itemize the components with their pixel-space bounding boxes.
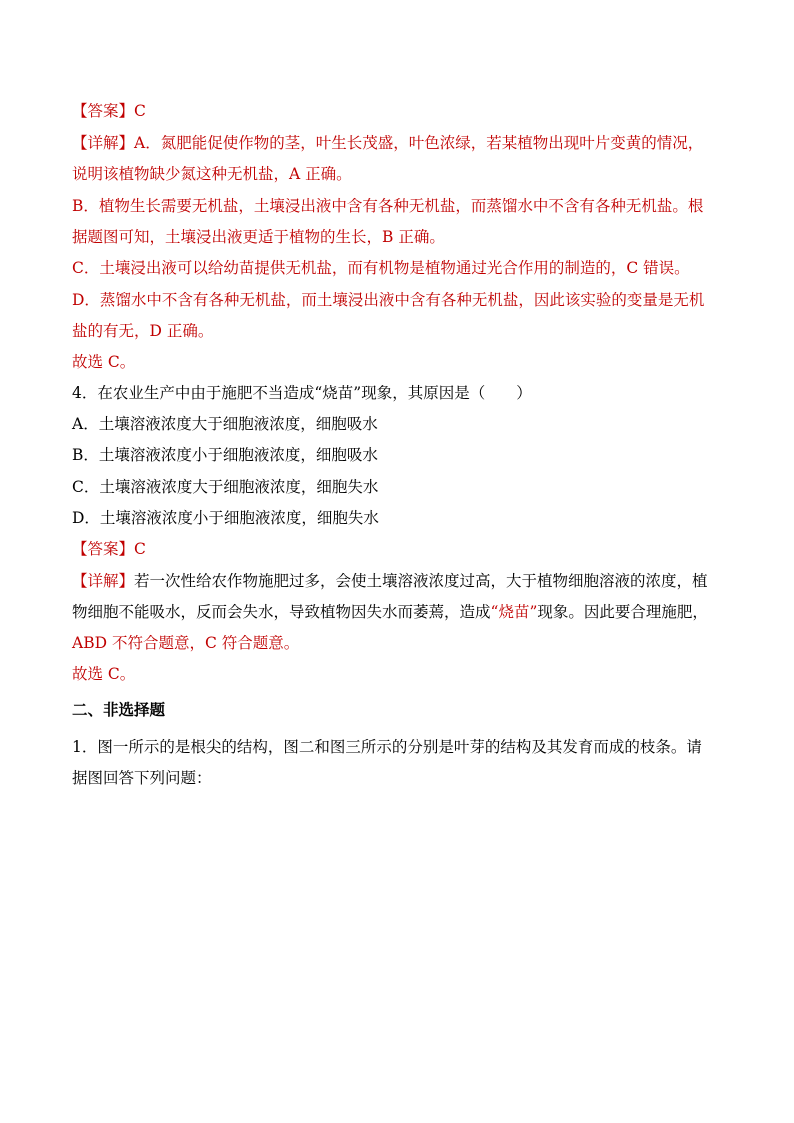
q3-conclusion: 故选 C。 (72, 353, 136, 371)
s2-q1-line1: 1．图一所示的是根尖的结构，图二和图三所示的分别是叶芽的结构及其发育而成的枝条。请 (72, 738, 702, 756)
q4-detail-highlight: “烧苗” (490, 603, 538, 621)
q3-detail-c-line1: C．土壤浸出液可以给幼苗提供无机盐，而有机物是植物通过光合作用的制造的，C 错误。 (72, 259, 690, 277)
q3-detail-label: 【详解】 (72, 134, 135, 152)
q3-detail-d-line2: 盐的有无，D 正确。 (72, 322, 214, 340)
q3-detail-b-line2: 据题图可知，土壤浸出液更适于植物的生长，B 正确。 (72, 228, 445, 246)
q4-detail-line3: ABD 不符合题意，C 符合题意。 (72, 634, 300, 652)
q4-option-b: B．土壤溶液浓度小于细胞液浓度，细胞吸水 (72, 446, 378, 464)
q4-option-c: C．土壤溶液浓度大于细胞液浓度，细胞失水 (72, 478, 379, 496)
q4-detail-text2b: 现象。因此要合理施肥， (537, 603, 708, 621)
q4-conclusion: 故选 C。 (72, 665, 136, 683)
section-heading: 二、非选择题 (72, 700, 166, 719)
q3-detail-d-line1: D．蒸馏水中不含有各种无机盐，而土壤浸出液中含有各种无机盐，因此该实验的变量是无机 (72, 291, 705, 309)
s2-q1-line2: 据图回答下列问题： (72, 769, 212, 787)
q3-detail-b-line1: B．植物生长需要无机盐，土壤浸出液中含有各种无机盐，而蒸馏水中不含有各种无机盐。根 (72, 197, 704, 215)
q3-detail-a-line1: A．氮肥能促使作物的茎，叶生长茂盛，叶色浓绿，若某植物出现叶片变黄的情况， (134, 134, 704, 152)
q4-detail-line1 (72, 571, 708, 591)
q3-detail-a1 (72, 133, 703, 153)
q4-answer-line (72, 539, 146, 559)
q3-detail-a-line2: 说明该植物缺少氮这种无机盐，A 正确。 (72, 165, 352, 183)
q3-answer-label: 【答案】 (72, 102, 135, 120)
q4-option-d: D．土壤溶液浓度小于细胞液浓度，细胞失水 (72, 509, 379, 527)
q3-answer-value: C (134, 102, 146, 120)
q4-detail-text2a: 物细胞不能吸水，反而会失水，导致植物因失水而萎蔫，造成 (72, 603, 491, 621)
q4-detail-line2 (72, 602, 708, 622)
q3-answer-line (72, 101, 146, 121)
q4-answer-value: C (134, 540, 146, 558)
q4-detail-label: 【详解】 (72, 572, 135, 590)
q4-detail-text1: 若一次性给农作物施肥过多，会使土壤溶液浓度过高，大于植物细胞溶液的浓度，植 (134, 572, 708, 590)
q4-answer-label: 【答案】 (72, 540, 135, 558)
q4-option-a: A．土壤溶液浓度大于细胞液浓度，细胞吸水 (72, 415, 378, 433)
q4-stem: 4．在农业生产中由于施肥不当造成“烧苗”现象，其原因是（ ） (72, 384, 532, 402)
